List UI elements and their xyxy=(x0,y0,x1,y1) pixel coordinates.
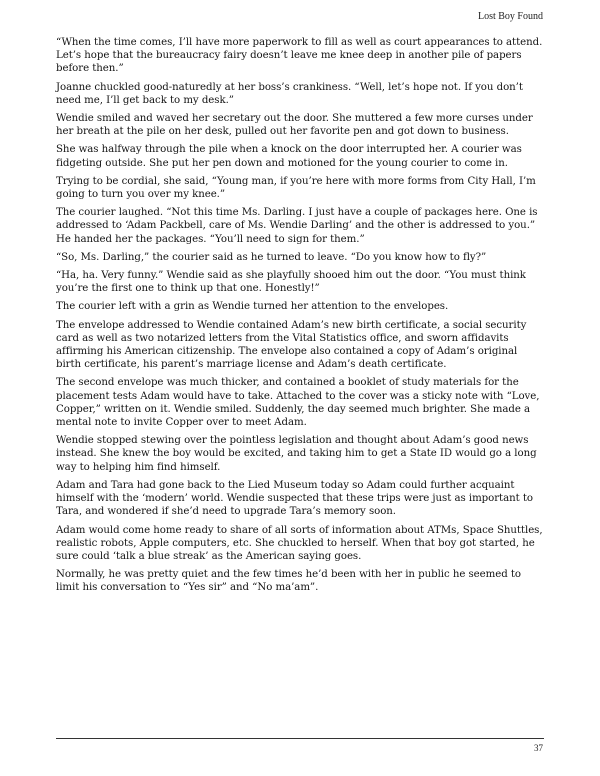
paragraph: The courier left with a grin as Wendie turned her attention to the envelopes. xyxy=(56,301,449,313)
paragraph: Normally, he was pretty quiet and the few times he’d been with her in public he seemed to limit his conversation to “Yes sir” and “No ma’am”. xyxy=(56,569,522,594)
paragraph: She was halfway through the pile when a knock on the door interrupted her. A courier was fidgeting outside. She put her pen down and motioned for the young courier to come in. xyxy=(56,144,522,169)
paragraph: “So, Ms. Darling,” the courier said as he turned to leave. “Do you know how to fly?” xyxy=(56,251,487,263)
paragraph: “Ha, ha. Very funny.” Wendie said as she playfully shooed him out the door. “You must think you’re the first one to think up that one. Honestly!” xyxy=(56,270,526,295)
paragraph: Wendie smiled and waved her secretary out the door. She muttered a few more curses under her breath at the pile on her desk, pulled out her favorite pen and got down to business. xyxy=(56,113,533,138)
paragraph: The envelope addressed to Wendie contained Adam’s new birth certificate, a social security card as well as two notarized letters from the Vital Statistics office, and sworn affidavits affirming his American citizenship. The envelope also contained a copy of Adam’s original birth certificate, his parent’s marriage license and Adam’s death certificate. xyxy=(56,319,527,371)
paragraph: Adam and Tara had gone back to the Lied Museum today so Adam could further acquaint himself with the ‘modern’ world. Wendie suspected that these trips were just as important to Tara, and wondered if she’d need to upgrade Tara’s memory soon. xyxy=(56,479,533,518)
paragraph: Trying to be cordial, she said, “Young man, if you’re here with more forms from City Hall, I’m going to turn you over my knee.” xyxy=(56,175,536,201)
paragraph: Adam would come home ready to share of all sorts of information about ATMs, Space Shuttles, realistic robots, Apple computers, etc. She chuckled to herself. When that boy got started, he sure could ‘talk a blue streak’ as the American saying goes. xyxy=(56,524,543,562)
paragraph: Joanne chuckled good-naturedly at her boss’s crankiness. “Well, let’s hope not. If you don’t need me, I’ll get back to my desk.” xyxy=(56,81,523,106)
body-text xyxy=(56,36,544,600)
paragraph: The courier laughed. “Not this time Ms. Darling. I just have a couple of packages here. One is addressed to ‘Adam Packbell, care of Ms. Wendie Darling’ and the other is addressed to you.” He handed her the packages. “You’ll need to sign for them.” xyxy=(56,207,538,245)
paragraph: The second envelope was much thicker, and contained a booklet of study materials for the placement tests Adam would have to take. Attached to the cover was a sticky note with “Love, Copper,” written on it. Wendie smiled. Suddenly, the day seemed much brighter. She made a mental note to invite Copper over to meet Adam. xyxy=(56,377,540,429)
running-header: Lost Boy Found xyxy=(477,11,543,22)
paragraph: “When the time comes, I’ll have more paperwork to fill as well as court appearances to attend. Let’s hope that the bureaucracy fairy doesn’t leave me knee deep in another pile of papers before then.” xyxy=(56,37,543,75)
paragraph: Wendie stopped stewing over the pointless legislation and thought about Adam’s good news instead. She knew the boy would be excited, and taking him to get a State ID would go a long way to helping him find himself. xyxy=(56,435,537,473)
footer-divider xyxy=(56,738,544,739)
page-number: 37 xyxy=(534,743,543,753)
